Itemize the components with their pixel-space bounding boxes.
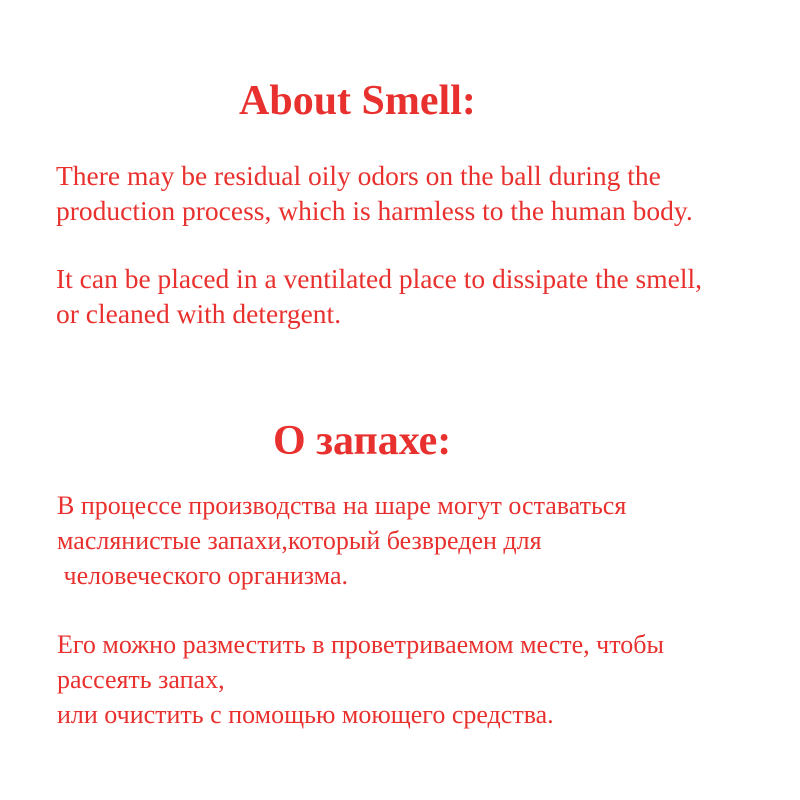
russian-heading: О запахе: — [273, 418, 452, 464]
russian-paragraph-1-line-2: маслянистые запахи,который безвреден для — [57, 526, 542, 555]
russian-paragraph-1 — [57, 488, 626, 593]
russian-paragraph-2-line-1: Его можно разместить в проветриваемом месте, чтобы — [57, 630, 664, 659]
russian-paragraph-1-line-1: В процессе производства на шаре могут оставаться — [57, 491, 627, 520]
english-paragraph-1-line-1: There may be residual oily odors on the ball during the — [56, 160, 661, 191]
english-paragraph-2-line-2: or cleaned with detergent. — [56, 298, 342, 329]
english-paragraph-1 — [56, 158, 693, 228]
russian-paragraph-2-line-3: или очистить с помощью моющего средства. — [57, 700, 554, 729]
english-paragraph-1-line-2: production process, which is harmless to the human body. — [56, 195, 693, 226]
english-paragraph-2 — [56, 261, 702, 331]
russian-paragraph-1-line-3: человеческого организма. — [57, 561, 348, 590]
russian-paragraph-2-line-2: рассеять запах, — [57, 665, 225, 694]
english-paragraph-2-line-1: It can be placed in a ventilated place to dissipate the smell, — [56, 263, 703, 294]
russian-paragraph-2 — [57, 627, 664, 732]
english-heading: About Smell: — [239, 78, 476, 124]
